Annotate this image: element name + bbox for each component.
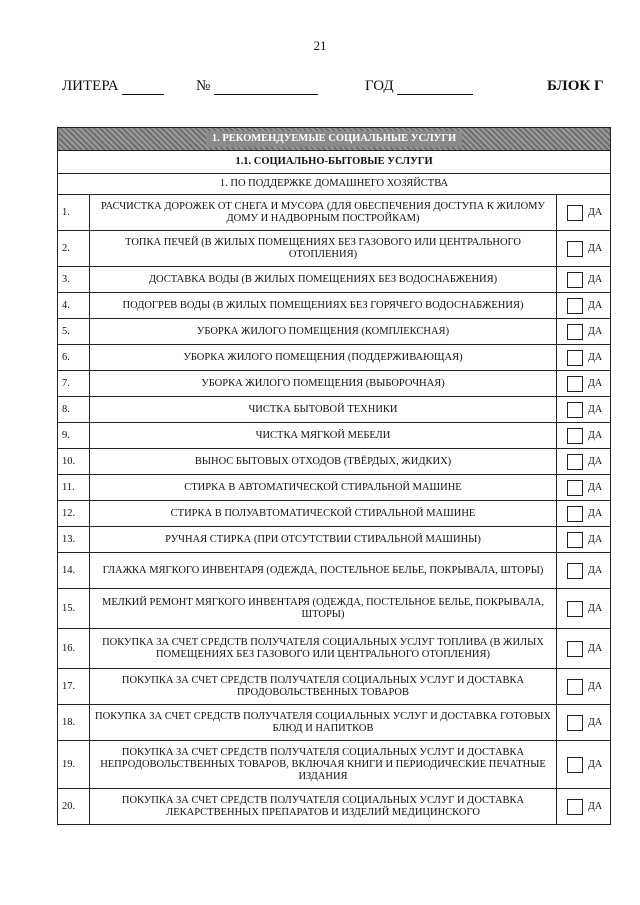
block-label: БЛОК Г	[547, 78, 604, 94]
yes-option[interactable]	[557, 527, 611, 553]
yes-option[interactable]	[557, 789, 611, 825]
yes-option[interactable]	[557, 423, 611, 449]
service-number: 18.	[58, 705, 90, 741]
section-title: 1. РЕКОМЕНДУЕМЫЕ СОЦИАЛЬНЫЕ УСЛУГИ	[206, 131, 462, 147]
yes-label: ДА	[588, 758, 603, 770]
service-name: МЕЛКИЙ РЕМОНТ МЯГКОГО ИНВЕНТАРЯ (ОДЕЖДА, ПОСТЕЛЬНОЕ БЕЛЬЕ, ПОКРЫВАЛА, ШТОРЫ)	[90, 589, 557, 629]
yes-checkbox[interactable]	[567, 402, 583, 418]
yes-label: ДА	[588, 377, 603, 389]
yes-label: ДА	[588, 533, 603, 545]
category-header-row	[58, 174, 611, 195]
service-row	[58, 267, 611, 293]
yes-option[interactable]	[557, 449, 611, 475]
yes-checkbox[interactable]	[567, 376, 583, 392]
yes-checkbox[interactable]	[567, 241, 583, 257]
year-blank[interactable]	[397, 80, 473, 95]
page-number: 21	[313, 38, 327, 53]
yes-checkbox[interactable]	[567, 532, 583, 548]
service-number: 4.	[58, 293, 90, 319]
yes-checkbox[interactable]	[567, 799, 583, 815]
service-name: ПОДОГРЕВ ВОДЫ (В ЖИЛЫХ ПОМЕЩЕНИЯХ БЕЗ ГОРЯЧЕГО ВОДОСНАБЖЕНИЯ)	[90, 293, 557, 319]
service-row	[58, 629, 611, 669]
yes-checkbox[interactable]	[567, 679, 583, 695]
yes-checkbox[interactable]	[567, 715, 583, 731]
litera-blank[interactable]	[122, 80, 164, 95]
service-number: 15.	[58, 589, 90, 629]
yes-checkbox[interactable]	[567, 506, 583, 522]
service-row	[58, 293, 611, 319]
yes-option[interactable]	[557, 195, 611, 231]
yes-label: ДА	[588, 602, 603, 614]
yes-checkbox[interactable]	[567, 601, 583, 617]
service-name: УБОРКА ЖИЛОГО ПОМЕЩЕНИЯ (ПОДДЕРЖИВАЮЩАЯ)	[90, 345, 557, 371]
yes-label: ДА	[588, 403, 603, 415]
yes-label: ДА	[588, 680, 603, 692]
service-name: РАСЧИСТКА ДОРОЖЕК ОТ СНЕГА И МУСОРА (ДЛЯ ОБЕСПЕЧЕНИЯ ДОСТУПА К ЖИЛОМУ ДОМУ И НАДВОРНЫМ ПОСТРОЙКАМ)	[90, 195, 557, 231]
service-number: 20.	[58, 789, 90, 825]
service-name: УБОРКА ЖИЛОГО ПОМЕЩЕНИЯ (КОМПЛЕКСНАЯ)	[90, 319, 557, 345]
yes-checkbox[interactable]	[567, 480, 583, 496]
yes-label: ДА	[588, 206, 603, 218]
service-row	[58, 669, 611, 705]
yes-option[interactable]	[557, 345, 611, 371]
yes-label: ДА	[588, 273, 603, 285]
year-field[interactable]	[365, 78, 473, 95]
yes-label: ДА	[588, 299, 603, 311]
yes-label: ДА	[588, 455, 603, 467]
yes-checkbox[interactable]	[567, 272, 583, 288]
service-row	[58, 397, 611, 423]
subsection-title: 1.1. СОЦИАЛЬНО-БЫТОВЫЕ УСЛУГИ	[58, 151, 611, 174]
service-row	[58, 371, 611, 397]
yes-option[interactable]	[557, 705, 611, 741]
service-name: РУЧНАЯ СТИРКА (ПРИ ОТСУТСТВИИ СТИРАЛЬНОЙ МАШИНЫ)	[90, 527, 557, 553]
section-header-cell	[58, 128, 611, 151]
service-number: 12.	[58, 501, 90, 527]
service-name: ЧИСТКА БЫТОВОЙ ТЕХНИКИ	[90, 397, 557, 423]
service-number: 9.	[58, 423, 90, 449]
service-row	[58, 195, 611, 231]
litera-field[interactable]	[62, 78, 164, 95]
yes-checkbox[interactable]	[567, 324, 583, 340]
yes-label: ДА	[588, 507, 603, 519]
service-number: 16.	[58, 629, 90, 669]
service-name: ПОКУПКА ЗА СЧЕТ СРЕДСТВ ПОЛУЧАТЕЛЯ СОЦИАЛЬНЫХ УСЛУГ И ДОСТАВКА ГОТОВЫХ БЛЮД И НАПИТКОВ	[90, 705, 557, 741]
yes-label: ДА	[588, 800, 603, 812]
service-number: 2.	[58, 231, 90, 267]
yes-checkbox[interactable]	[567, 350, 583, 366]
yes-label: ДА	[588, 325, 603, 337]
year-label: ГОД	[365, 78, 394, 94]
service-row	[58, 319, 611, 345]
yes-option[interactable]	[557, 371, 611, 397]
number-field[interactable]	[196, 78, 318, 95]
service-number: 13.	[58, 527, 90, 553]
yes-checkbox[interactable]	[567, 757, 583, 773]
service-row	[58, 449, 611, 475]
service-row	[58, 345, 611, 371]
service-number: 19.	[58, 741, 90, 789]
number-blank[interactable]	[214, 80, 318, 95]
litera-label: ЛИТЕРА	[62, 78, 119, 94]
service-number: 11.	[58, 475, 90, 501]
yes-checkbox[interactable]	[567, 205, 583, 221]
yes-label: ДА	[588, 481, 603, 493]
yes-option[interactable]	[557, 231, 611, 267]
yes-checkbox[interactable]	[567, 563, 583, 579]
service-row	[58, 475, 611, 501]
service-row	[58, 527, 611, 553]
service-name: СТИРКА В АВТОМАТИЧЕСКОЙ СТИРАЛЬНОЙ МАШИНЕ	[90, 475, 557, 501]
yes-checkbox[interactable]	[567, 454, 583, 470]
service-row	[58, 705, 611, 741]
yes-label: ДА	[588, 716, 603, 728]
number-label: №	[196, 78, 211, 94]
yes-option[interactable]	[557, 589, 611, 629]
yes-option[interactable]	[557, 669, 611, 705]
service-name: ВЫНОС БЫТОВЫХ ОТХОДОВ (ТВЁРДЫХ, ЖИДКИХ)	[90, 449, 557, 475]
yes-label: ДА	[588, 429, 603, 441]
service-number: 17.	[58, 669, 90, 705]
service-name: ДОСТАВКА ВОДЫ (В ЖИЛЫХ ПОМЕЩЕНИЯХ БЕЗ ВОДОСНАБЖЕНИЯ)	[90, 267, 557, 293]
service-name: ПОКУПКА ЗА СЧЕТ СРЕДСТВ ПОЛУЧАТЕЛЯ СОЦИАЛЬНЫХ УСЛУГ ТОПЛИВА (В ЖИЛЫХ ПОМЕЩЕНИЯХ БЕЗ ГАЗОВОГО ИЛИ ЦЕНТРАЛЬНОГО ОТОПЛЕНИЯ)	[90, 629, 557, 669]
service-row	[58, 501, 611, 527]
category-title: 1. ПО ПОДДЕРЖКЕ ДОМАШНЕГО ХОЗЯЙСТВА	[58, 174, 611, 195]
yes-label: ДА	[588, 242, 603, 254]
service-number: 14.	[58, 553, 90, 589]
service-name: ТОПКА ПЕЧЕЙ (В ЖИЛЫХ ПОМЕЩЕНИЯХ БЕЗ ГАЗОВОГО ИЛИ ЦЕНТРАЛЬНОГО ОТОПЛЕНИЯ)	[90, 231, 557, 267]
service-name: ПОКУПКА ЗА СЧЕТ СРЕДСТВ ПОЛУЧАТЕЛЯ СОЦИАЛЬНЫХ УСЛУГ И ДОСТАВКА ПРОДОВОЛЬСТВЕННЫХ ТОВАРОВ	[90, 669, 557, 705]
service-number: 5.	[58, 319, 90, 345]
service-number: 6.	[58, 345, 90, 371]
service-number: 7.	[58, 371, 90, 397]
service-number: 8.	[58, 397, 90, 423]
yes-option[interactable]	[557, 553, 611, 589]
yes-checkbox[interactable]	[567, 641, 583, 657]
yes-label: ДА	[588, 642, 603, 654]
yes-label: ДА	[588, 351, 603, 363]
service-name: СТИРКА В ПОЛУАВТОМАТИЧЕСКОЙ СТИРАЛЬНОЙ МАШИНЕ	[90, 501, 557, 527]
service-number: 3.	[58, 267, 90, 293]
yes-option[interactable]	[557, 629, 611, 669]
service-row	[58, 741, 611, 789]
yes-checkbox[interactable]	[567, 428, 583, 444]
service-number: 1.	[58, 195, 90, 231]
service-row	[58, 789, 611, 825]
service-row	[58, 231, 611, 267]
yes-option[interactable]	[557, 741, 611, 789]
service-row	[58, 553, 611, 589]
service-name: ПОКУПКА ЗА СЧЕТ СРЕДСТВ ПОЛУЧАТЕЛЯ СОЦИАЛЬНЫХ УСЛУГ И ДОСТАВКА НЕПРОДОВОЛЬСТВЕННЫХ ТОВАРОВ, ВКЛЮЧАЯ КНИГИ И ПЕРИОДИЧЕСКИЕ ПЕЧАТНЫЕ ИЗДАНИЯ	[90, 741, 557, 789]
services-table	[57, 127, 611, 825]
yes-option[interactable]	[557, 475, 611, 501]
service-name: УБОРКА ЖИЛОГО ПОМЕЩЕНИЯ (ВЫБОРОЧНАЯ)	[90, 371, 557, 397]
service-name: ГЛАЖКА МЯГКОГО ИНВЕНТАРЯ (ОДЕЖДА, ПОСТЕЛЬНОЕ БЕЛЬЕ, ПОКРЫВАЛА, ШТОРЫ)	[90, 553, 557, 589]
section-header-row	[58, 128, 611, 151]
service-row	[58, 423, 611, 449]
yes-option[interactable]	[557, 319, 611, 345]
subsection-header-row	[58, 151, 611, 174]
yes-option[interactable]	[557, 501, 611, 527]
yes-option[interactable]	[557, 293, 611, 319]
service-number: 10.	[58, 449, 90, 475]
service-row	[58, 589, 611, 629]
yes-option[interactable]	[557, 267, 611, 293]
service-name: ЧИСТКА МЯГКОЙ МЕБЕЛИ	[90, 423, 557, 449]
yes-label: ДА	[588, 564, 603, 576]
yes-checkbox[interactable]	[567, 298, 583, 314]
service-name: ПОКУПКА ЗА СЧЕТ СРЕДСТВ ПОЛУЧАТЕЛЯ СОЦИАЛЬНЫХ УСЛУГ И ДОСТАВКА ЛЕКАРСТВЕННЫХ ПРЕПАРАТОВ И ИЗДЕЛИЙ МЕДИЦИНСКОГО	[90, 789, 557, 825]
yes-option[interactable]	[557, 397, 611, 423]
